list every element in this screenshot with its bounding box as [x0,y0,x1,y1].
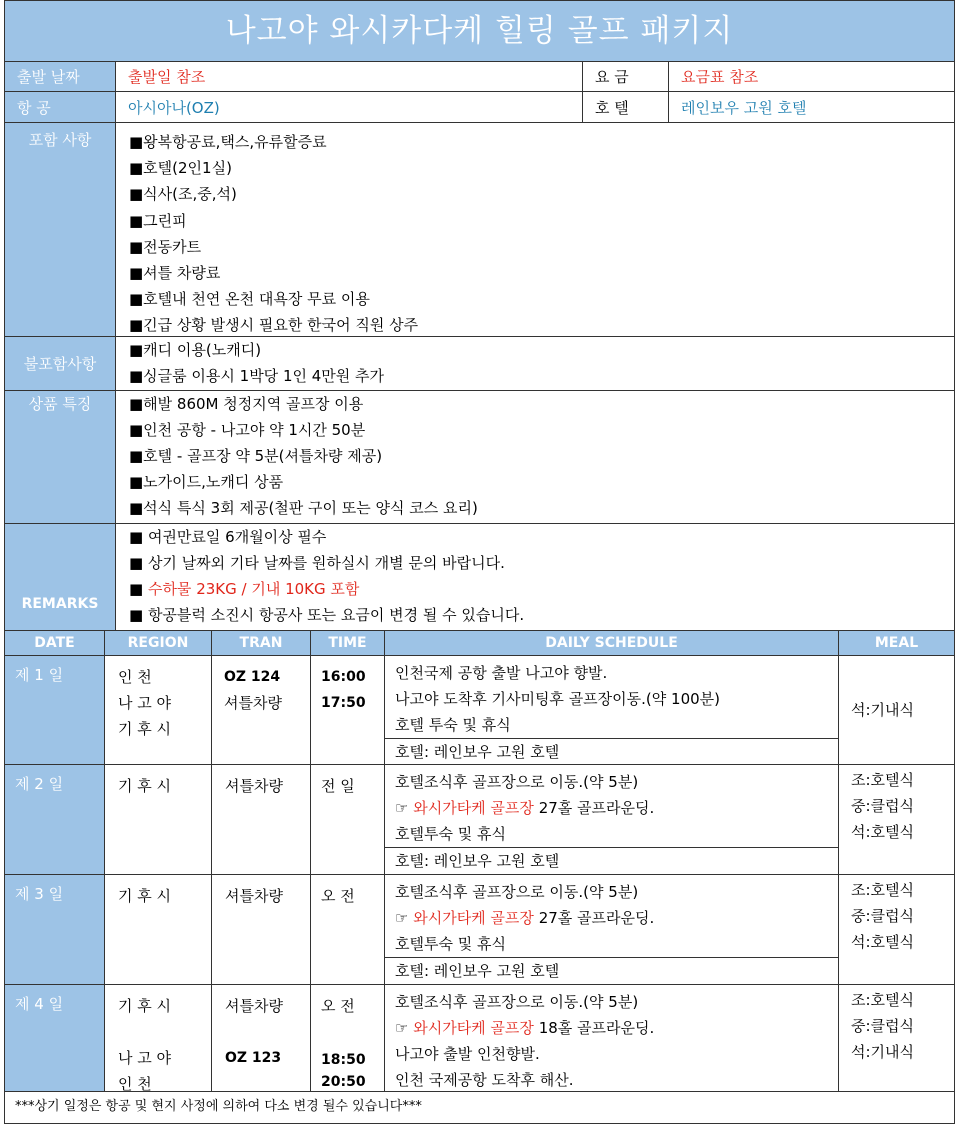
day-region: 기 후 시 나 고 야 인 천 [105,985,212,1091]
itinerary-sheet [4,0,955,1124]
page-title: 나고야 와시카다케 힐링 골프 패키지 [5,0,954,62]
header-region: REGION [105,631,212,655]
features-list [116,391,478,523]
day-tran: 셔틀차량 OZ 123 [212,985,311,1091]
list-item: ■왕복항공료,택스,유류할증료 [129,133,327,151]
day-tran: 셔틀차량 [212,875,311,984]
schedule-line: 호텔투숙 및 휴식 [395,935,506,953]
day-region: 인 천 나 고 야 기 후 시 [105,656,212,764]
day-meal: 조:호텔식 중:클럽식 석:호텔식 [851,881,915,951]
day-tran: OZ 124 셔틀차량 [212,656,311,764]
day-time: 16:00 17:50 [311,656,385,764]
day-meal: 조:호텔식 중:클럽식 석:호텔식 [851,771,915,841]
air-label: 항 공 [5,92,116,122]
list-item: ■석식 특식 3회 제공(철판 구이 또는 양식 코스 요리) [129,499,478,517]
day-schedule [385,765,839,874]
list-item: ■그린피 [129,211,187,230]
included-section [5,123,954,337]
schedule-line: 호텔조식후 골프장으로 이동.(약 5분) [395,773,639,791]
included-label: 포함 사항 [5,123,116,336]
list-item: ■싱글룸 이용시 1박당 1인 4만원 추가 [129,367,385,385]
day-row-2 [5,765,954,875]
day-row-1 [5,656,954,765]
remarks-list [116,524,524,630]
list-item: ■ 여권만료일 6개월이상 필수 [129,528,327,546]
day-meal: 조:호텔식 중:클럽식 석:기내식 [851,991,915,1061]
header-time: TIME [311,631,385,655]
date-label: 출발 날짜 [5,62,116,91]
fee-value: 요금표 참조 [681,68,759,86]
list-item: ■캐디 이용(노캐디) [129,341,262,359]
day-row-3 [5,875,954,985]
list-item: ■호텔 - 골프장 약 5분(셔틀차량 제공) [129,447,383,465]
footer-note: ***상기 일정은 항공 및 현지 사정에 의하여 다소 변경 될수 있습니다*** [5,1092,954,1124]
list-item: ■전동카트 [129,237,202,256]
schedule-hotel: 호텔: 레인보우 고원 호텔 [385,847,838,875]
day-schedule [385,985,839,1091]
day-schedule [385,875,839,984]
schedule-line-golf: ☞ 와시가타케 골프장 27홀 골프라운딩. [395,909,655,927]
list-item: ■식사(조,중,석) [129,185,237,204]
schedule-line: 호텔조식후 골프장으로 이동.(약 5분) [395,993,639,1011]
excluded-list [116,337,384,390]
list-item: ■ 항공블럭 소진시 항공사 또는 요금이 변경 될 수 있습니다. [129,606,525,624]
day-label: 제 2 일 [5,765,105,874]
list-item: ■해발 860M 청정지역 골프장 이용 [129,395,364,413]
day-time: 오 전 [311,875,385,984]
schedule-line: 인천국제 공항 출발 나고야 향발. [395,664,608,682]
day-row-4 [5,985,954,1092]
header-tran: TRAN [212,631,311,655]
hotel-label: 호 텔 [583,92,669,122]
features-label: 상품 특징 [5,391,116,523]
day-time: 오 전 18:50 20:50 [311,985,385,1091]
list-item: ■호텔(2인1실) [129,159,232,178]
info-row-date [5,62,954,92]
list-item: ■호텔내 천연 온천 대욕장 무료 이용 [129,290,370,309]
included-list [116,123,418,336]
schedule-line: 나고야 출발 인천향발. [395,1045,540,1063]
schedule-line-golf: ☞ 와시가타케 골프장 18홀 골프라운딩. [395,1019,655,1037]
schedule-line: 호텔 투숙 및 휴식 [395,716,511,734]
schedule-line: 인천 국제공항 도착후 해산. [395,1071,574,1089]
remarks-section [5,524,954,631]
schedule-line-golf: ☞ 와시가타케 골프장 27홀 골프라운딩. [395,799,655,817]
schedule-line: 호텔조식후 골프장으로 이동.(약 5분) [395,883,639,901]
schedule-header [5,631,954,656]
info-row-air [5,92,954,123]
day-region: 기 후 시 [105,765,212,874]
day-meal: 석:기내식 [851,701,915,719]
day-region: 기 후 시 [105,875,212,984]
excluded-label: 불포함사항 [5,337,116,390]
header-meal: MEAL [874,635,919,651]
day-label: 제 4 일 [5,985,105,1091]
day-time: 전 일 [311,765,385,874]
schedule-hotel: 호텔: 레인보우 고원 호텔 [385,957,838,985]
list-item: ■ 상기 날짜외 기타 날짜를 원하실시 개별 문의 바랍니다. [129,554,505,572]
list-item: ■셔틀 차량료 [129,263,221,282]
features-section [5,391,954,524]
baggage-bullet: ■ [129,580,148,598]
list-item: ■인천 공항 - 나고야 약 1시간 50분 [129,421,366,439]
header-date: DATE [5,631,105,655]
fee-label: 요 금 [583,62,669,91]
schedule-line: 나고야 도착후 기사미팅후 골프장이동.(약 100분) [395,690,720,708]
schedule-line: 호텔투숙 및 휴식 [395,825,506,843]
remarks-label: REMARKS [5,524,116,630]
air-value: 아시아나(OZ) [116,92,583,122]
hotel-value: 레인보우 고원 호텔 [681,98,807,117]
list-item: ■긴급 상황 발생시 필요한 한국어 직원 상주 [129,316,419,335]
day-tran: 셔틀차량 [212,765,311,874]
list-item: ■노가이드,노캐디 상품 [129,473,284,491]
day-label: 제 1 일 [5,656,105,764]
header-daily: DAILY SCHEDULE [385,631,839,655]
excluded-section [5,337,954,391]
date-value: 출발일 참조 [116,62,583,91]
list-item-baggage [129,576,524,602]
schedule-hotel: 호텔: 레인보우 고원 호텔 [385,738,838,766]
baggage-text: 수하물 23KG / 기내 10KG 포함 [147,580,360,598]
day-schedule [385,656,839,764]
day-label: 제 3 일 [5,875,105,984]
